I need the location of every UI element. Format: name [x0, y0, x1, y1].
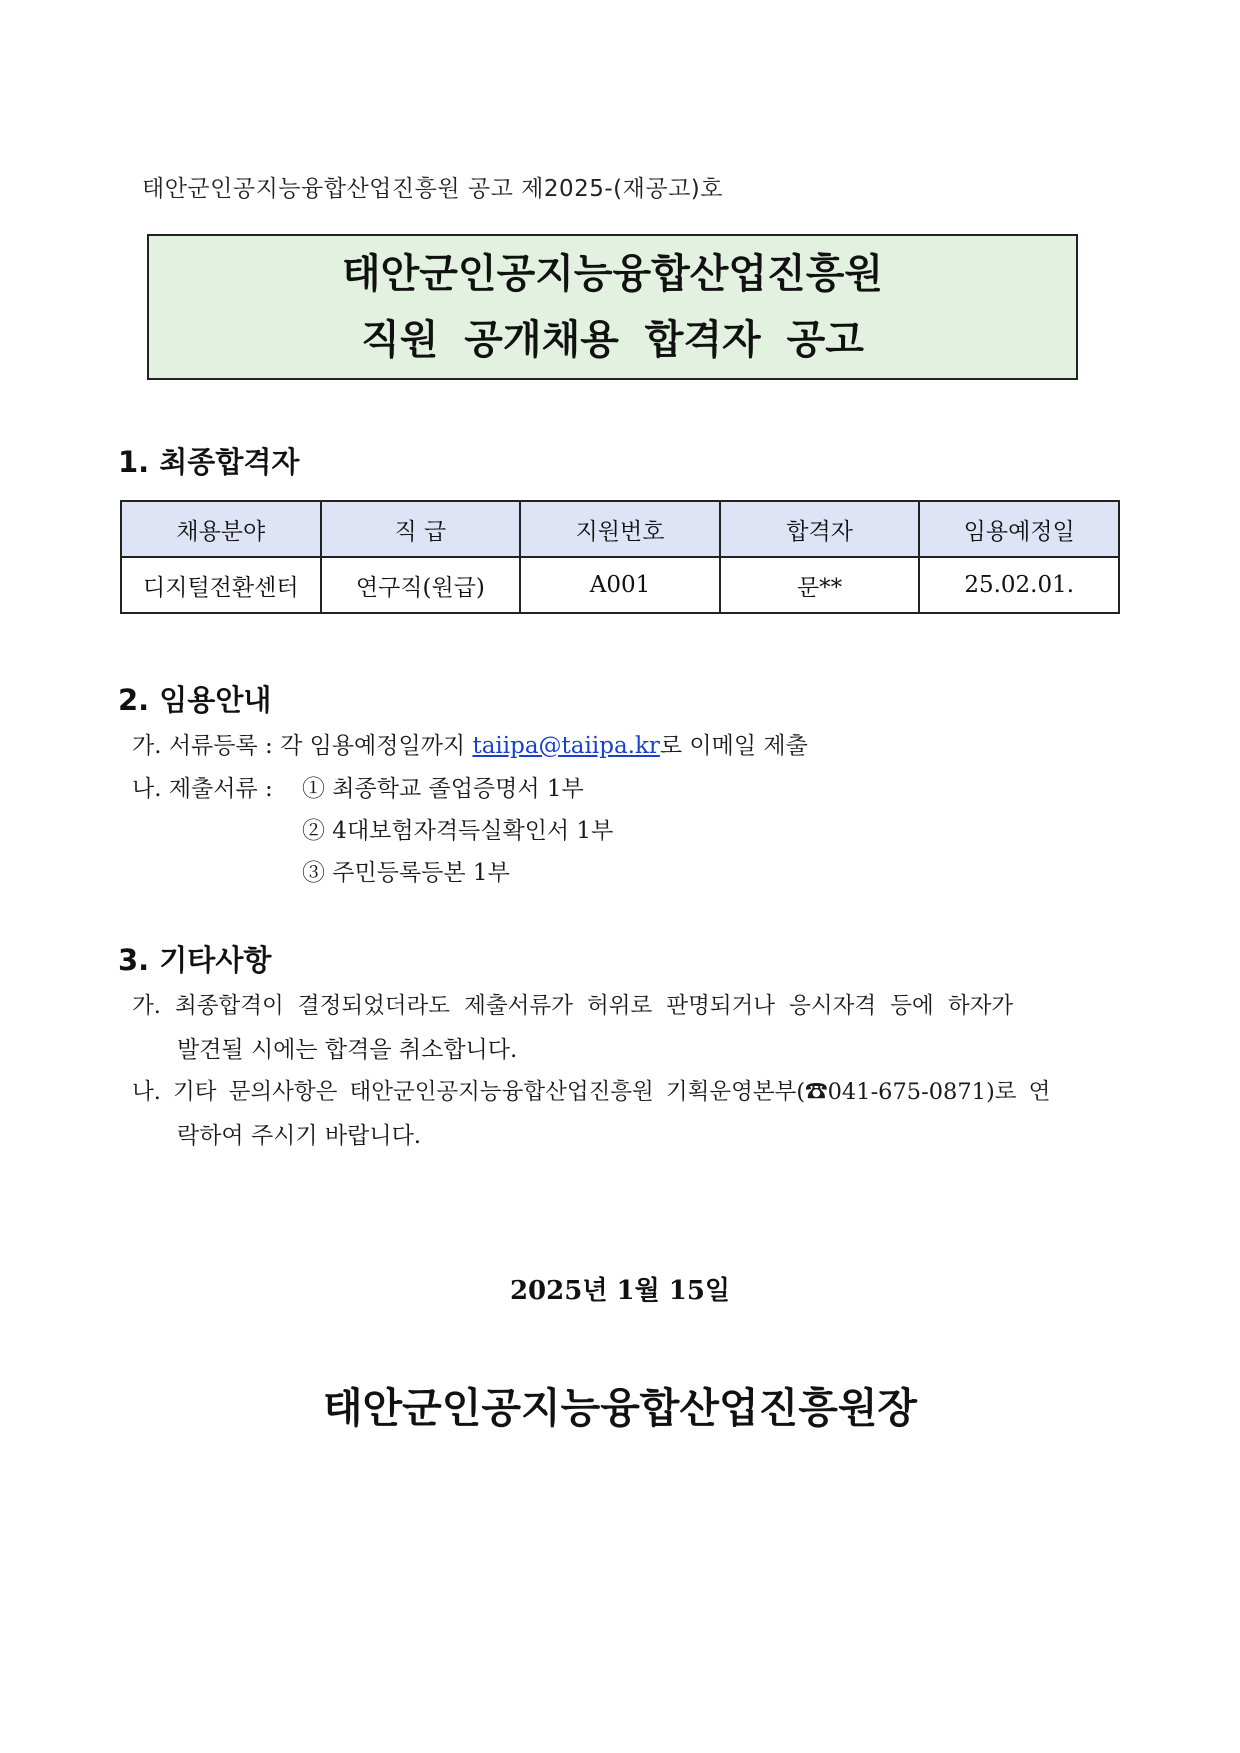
note-item-ga-line-1: 가. 최종합격이 결정되었더라도 제출서류가 허위로 판명되거나 응시자격 등에 하자가 [132, 993, 1014, 1019]
table-row [121, 557, 1119, 613]
table-cell: A001 [520, 557, 720, 613]
submission-instruction [132, 727, 808, 760]
table-header-row [121, 501, 1119, 557]
table-cell: 25.02.01. [919, 557, 1119, 613]
email-link[interactable]: taiipa@taiipa.kr [472, 733, 660, 759]
required-documents-label: 나. 제출서류 : [132, 776, 273, 802]
table-cell: 문** [720, 557, 920, 613]
section-3-heading: 3. 기타사항 [118, 943, 272, 977]
notice-number: 태안군인공지능융합산업진흥원 공고 제2025-(재공고)호 [142, 176, 723, 202]
section-1-heading: 1. 최종합격자 [118, 445, 300, 479]
notice-date: 2025년 1월 15일 [509, 1276, 731, 1306]
note-item-na-line-2: 락하여 주시기 바랍니다. [177, 1123, 422, 1149]
note-item-ga-line-2: 발견될 시에는 합격을 취소합니다. [177, 1037, 518, 1063]
title-line-2: 직원 공개채용 합격자 공고 [361, 317, 864, 363]
document-item: ③ 주민등록등본 1부 [302, 860, 510, 886]
table-cell: 연구직(원급) [321, 557, 521, 613]
document-item: ① 최종학교 졸업증명서 1부 [302, 776, 584, 802]
column-header: 채용분야 [121, 501, 321, 557]
note-item-na-line-1: 나. 기타 문의사항은 태안군인공지능융합산업진흥원 기획운영본부(☎041-675-0871)로 연 [132, 1079, 1051, 1105]
column-header: 합격자 [720, 501, 920, 557]
column-header: 지원번호 [520, 501, 720, 557]
final-hires-table [120, 500, 1120, 614]
table-cell: 디지털전환센터 [121, 557, 321, 613]
column-header: 직 급 [321, 501, 521, 557]
issuer-name: 태안군인공지능융합산업진흥원장 [322, 1384, 918, 1432]
title-box [147, 234, 1078, 380]
submission-instruction-suffix: 로 이메일 제출 [659, 733, 808, 759]
document-item: ② 4대보험자격득실확인서 1부 [302, 818, 614, 844]
submission-instruction-text: 가. 서류등록 : 각 임용예정일까지 [132, 733, 473, 759]
title-line-1: 태안군인공지능융합산업진흥원 [342, 251, 883, 297]
section-2-heading: 2. 임용안내 [118, 683, 272, 717]
column-header: 임용예정일 [919, 501, 1119, 557]
